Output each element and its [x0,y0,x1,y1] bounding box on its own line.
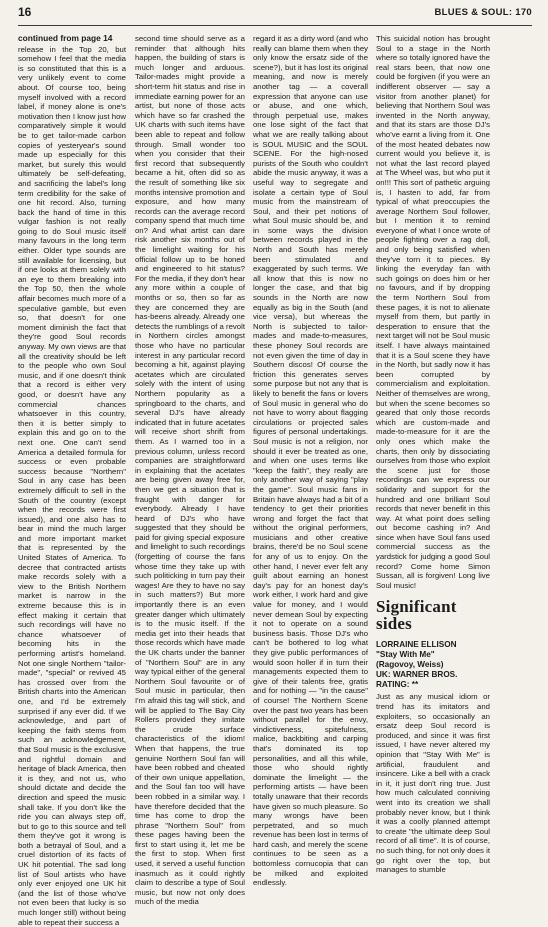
section-heading: Significant sides [376,597,457,634]
review-text: Just as any musical idiom or trend has its imitators and exploiters, so occasionally an ersatz deep Soul record is produced, and since it was first issued, I have never altered my opinion that "Stay With Me" is artificial, fraudulent and insincere. Like a bell with a crack in it, it just don't ring true. Just how much calculated conniving went into its creation we shall probably never know, but I think it was a coolly planned attempt to create "the ultimate deep Soul record of all time". It is of course, no such thing, for not only does it go right over the top, but manages to stumble [376,692,490,875]
review-artist: LORRAINE ELLISON [376,640,457,650]
column-3-text: regard it as a dirty word (and who really can blame them when they only know the ersatz side of the scene?), but it has lost its original meaning, and now is merely another tag — a coverall expression that anyone can use or abuse, and one which, through perpetual use, makes one lose sight of the fact that what we are really talking about is SOUL MUSIC and the SOUL SCENE. For the high-nosed purists of the South who couldn't abide the music anyway, it was a useful way to segregate and isolate a certain type of Soul music from the mainstream of Soul, and their pet notions of what Soul music should be, and in some ways the division between records played in the North and South has merely been stimulated and exaggerated by such terms. We all know that this is now no longer the case, and that big sounds in the North are now equally as big in the South (and vice versa), but whereas the North is subjected to tailor-mades and made-to-measures, these phoney Soul records are not even given the time of day in Southern discos! Of course the friction this generates serves some purpose but not any that is likely to benefit the fans or lovers of Soul music in general who do not have to worry about flagging circulations or projected sales figures of personal undertakings. Soul music is not a religion, nor should it ever be treated as one, and when one uses terms like "keep the faith", they really are only another way of saying "play the game". Soul music fans in Britain have always had a bit of a tendency to get their priorities wrong and forget the fact that without the original performers, musicians and other creative brains, there'd be no Soul scene for any of us to enjoy. On the other hand, I never ever felt any guilt about earning an honest day's pay for an honest day's work either, I work hard and give value for money, and I would never demean Soul by expecting it not to operate on a sound business basis. Those DJ's who can't be bothered to log what they give public performances of would soon holler if in turn their managements expected them to give of their talents free, gratis and for nothing — "in the cause" of course! The Northern Scene over the past two years has been without parallel for the envy, vindictiveness, spitefulness, malice, backbiting and carping that's dominated its top personalities, and all this while, those who should rightly dominate the limelight — the performing artists — have been totally unaware that their records have given so much pleasure. So many wrongs have been perpetrated, and so much revenue has been lost in terms of hard cash, and merely the scene continues to be seen as a bottomless cornucopia that can be milked and exploited endlessly. [253,34,369,888]
continued-label: continued from page 14 [18,33,113,43]
review-writers: (Ragovoy, Weiss) [376,660,444,670]
column-2-text: second time should serve as a reminder that although hits happen, the building of stars is much longer and arduous. Tailor-mades might provide a short-term hit status and rise in immediate earning power for an artist, but none of those acts which have so far crashed the UK charts with such items have been able to repeat and follow through. Small wonder too when you consider that their first record that subsequently became a hit, often did so as the result of something like six months intensive promotion and exposure, and how many records can the average record company spend that much time on? And what artist can dare risk another six months out of the limelight waiting for his official follow up to be honed and engineered to hit status? For the media, if they don't hear any more within a couple of months or so, then so far as they are concerned they are has-beens already. Already one detects the rumblings of a revolt in Northern circles amongst those who have no particular interest in any particular record becoming a hit, against playing acetates which are circulated solely with the intent of using Northern popularity as a springboard to the charts, and several DJ's have already indicated that in future acetates will receive short shrift from them. As I warned too in a previous column, unless record companies are straightforward in explaining that the acetates are being given away free for, then we get a situation that is fraught with danger for everybody. Already I have heard of DJ's who have suggested that they should be paid for giving special exposure and limelight to such recordings (forgetting of course the fans whose time they take up with such politicking in turn pay their wages! Are they to have no say in such matters?) But more importantly there is an even greater danger which ultimately is to the music itself. If the media get into their heads that those records which have made the UK charts under the banner of "Northern Soul" are in any way typical either of the general Northern Soul favourite or of Soul music in particular, then I'm afraid this tag will stick, and will be applied to The Bay City Rollers provided they imitate the crude surface characteristics of the idiom! When that happens, the true genuine Northern Soul fan will have been robbed and cheated of their own unique appellation, and the Soul fan too will have been robbed in a similar way. I have therefore decided that the time has come to drop the phrase "Northern Soul" from these pages having been the first to start using it, let me be the first to stop. When first used, it served a useful function inasmuch as it could rightly claim to describe a type of Soul music, but now not only does much of the media [135,34,245,907]
review-title: "Stay With Me" [376,650,435,660]
review-label: UK: WARNER BROS. [376,670,458,680]
column-4-text: This suicidal notion has brought Soul to a stage in the North where so totally ignored have the real stars been, that now one could be forgiven (if you were an indifferent observer — say a visitor from another planet) for believing that Northern Soul was invented in the North anyway, and that its stars are those DJ's who've earnt a living from it. One of the most heated debates now current would you believe it, is not what the last record played at The Wheel was, but who put it on!!! This sort of pathetic arguing is, I hasten to add, far from typical of what preoccupies the average Northern Soul follower, but I mention it to remind everyone of what I once wrote of people fighting over a rag doll, and only being satisfied when they've torn it to pieces. By linking the everyday fan with such goings on does him or her no favours, and if by dropping the term Northern Soul from these pages, it is not to alienate myself from them, but partly in desperation to ensure that the next target will not be Soul music itself. I have always maintained that it is a Soul scene they have in the North, but sadly now it has been corrupted by commercialism and exploitation. Neither of themselves are wrong, but when the scene becomes so geared that only those records which are custom-made and made-to-measure for it are the only ones which make the charts, then only by dissociating ourselves from those who exploit the scene just for those recordings can we express our solidarity and support for the hundred and one brilliant Soul records that never benefit in this way. At what point does selling out become cashing in? And since when have Soul fans used commercial success as the yardstick for judging a good Soul record? Come home Simon Sussan, all is forgiven! Long live Soul music! [376,34,490,590]
page-header [18,3,532,26]
column-1-text: release in the Top 20, but somehow I feel that the media is so constituted that this is a very unlikely event to come about. Of course too, being myself involved with a record label, if money alone is one's motivation then I know just how comparatively simple it would be to get tailor-made carbon copies of yesteryear's sound made up especially for this market, but surely this would ultimately be self-defeating, and sacrificing the label's long term credibility for the sake of one hit record. Also, turning back the hand of time in this vulgar fashion is not really going to do Soul music itself many favours in the long term either. Older type sounds are still available for licensing, but if one looks at them solely with an eye to them breaking into the Top 50, then the whole affair becomes much more of a speculative gamble, but even so, that doesn't for one moment diminish the fact that they're good Soul records anyway. My own views are that all the creativity should be left to the people who own Soul music, and if one doesn't think that a record is either very good, or doesn't have any commercial chances whatsoever in this country, then it is better simply to explain this and go on to the next one. One can't send America a detailed formula for success or even probable success because "Northern" Soul in any case has been extremely difficult to sell in the South of the country (except when the records were first issued), and one also has to bear in mind the much larger and more important market that is represented by the United States of America. To decree that contracted artists make records solely with a view to the British Northern market is narrow in the extreme because this is in effect making it certain that such recordings will have no chance whatsoever of becoming hits in the performing artist's homeland. Not one single Northern "tailor-made", "special" or revived 45 has crossed over from the British charts into the American one, and I'd be extremely surprised if any ever did. If we acknowledge, and part of keeping the faith stems from such an acknowledgement, that Soul music is the exclusive and rightful domain and heritage of black America, then it is they, and not us, who should dictate and decide the direction and speed the music shall take. If you don't like the ride you can always step off, but to go to this source and tell them they've got it wrong is both a betrayal of Soul, and a cruel distortion of its facts of UK hit potential. The sad long list of Soul artists who have only ever enjoyed one UK hit (and the list of those who've not even been that lucky is so much longer still) without being able to repeat their success a [18,44,126,927]
review-header [376,640,490,690]
column-2 [135,34,245,907]
page-number: 16 [18,5,32,19]
column-1 [18,33,126,927]
column-4 [376,34,490,875]
review-rating: RATING: ** [376,680,419,690]
column-3 [253,34,369,888]
magazine-title: BLUES & SOUL: 170 [434,7,532,18]
